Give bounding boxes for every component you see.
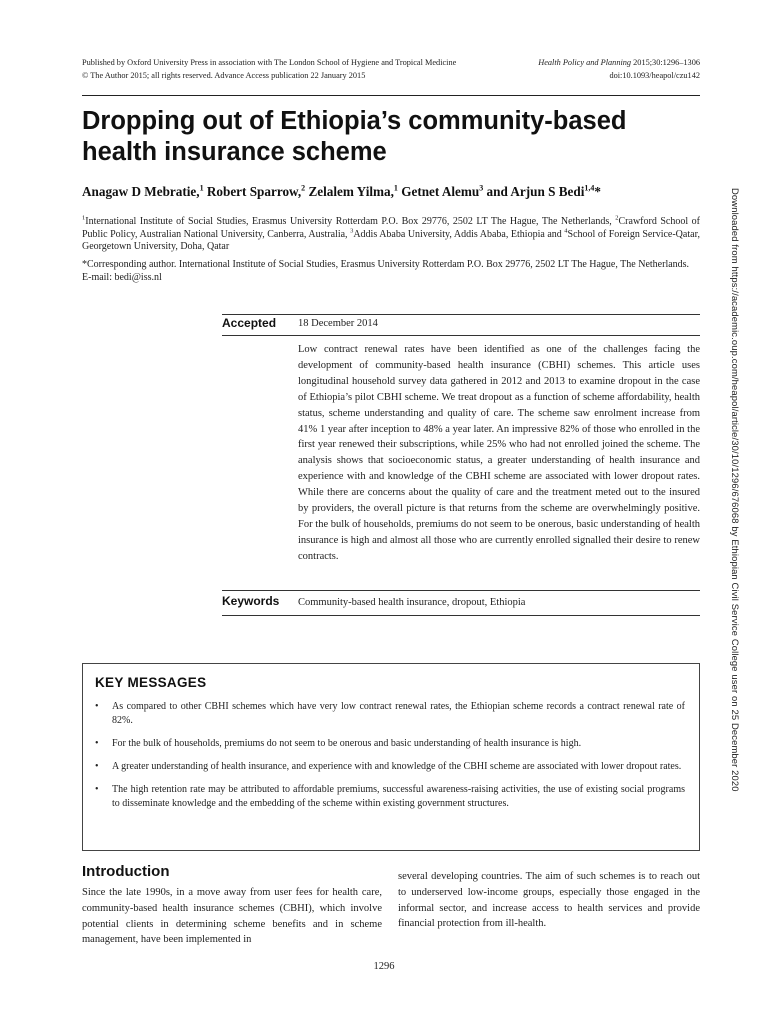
accepted-date: 18 December 2014 [298, 318, 378, 329]
key-message-text: The high retention rate may be attributed to affordable premiums, successful awareness-raising activities, the use of existing social programs to disseminate knowledge and the embedding of the scheme within existing government structures. [112, 784, 685, 809]
affiliation-text: Addis Ababa University, Addis Ababa, Ethiopia and [353, 228, 565, 240]
doi-link[interactable]: doi:10.1093/heapol/czu142 [609, 71, 700, 80]
journal-citation [538, 56, 700, 69]
affiliation-number: 3 [350, 227, 354, 235]
key-messages-list [95, 700, 685, 820]
author-affiliation-mark: 1 [393, 183, 398, 193]
key-message-text: A greater understanding of health insurance, and experience with and knowledge of the CBHI scheme are associated with lower dropout rates. [112, 761, 682, 772]
key-message-text: For the bulk of households, premiums do not seem to be onerous and basic understanding of health insurance is high. [112, 738, 582, 749]
abstract-divider [222, 335, 700, 336]
list-item [95, 783, 685, 811]
author-name: Anagaw D Mebratie, [82, 184, 200, 199]
page-number: 1296 [373, 961, 395, 972]
author-name: Zelalem Yilma, [308, 184, 394, 199]
article-title: Dropping out of Ethiopia’s community-based health insurance scheme [82, 107, 627, 166]
keywords-label: Keywords [222, 594, 280, 608]
affiliation-text: International Institute of Social Studies, Erasmus University Rotterdam P.O. Box 29776, 2502 LT The Hague, The Netherlands, [85, 216, 616, 227]
corresponding-author-note: *Corresponding author. International Institute of Social Studies, Erasmus University Rotterdam P.O. Box 29776, 2502 LT The Hague, The Netherlands. E-mail: bedi@iss.nl [82, 259, 690, 283]
affiliations [82, 216, 700, 254]
keywords-text: Community-based health insurance, dropout, Ethiopia [298, 597, 526, 608]
author-name: and Arjun S Bedi [486, 184, 585, 199]
header-divider [82, 95, 700, 96]
abstract-text: Low contract renewal rates have been identified as one of the challenges facing the development of community-based health insurance (CBHI) schemes. This article uses longitudinal household survey data gathered in 2012 and 2013 to examine dropout in the case of Ethiopia’s pilot CBHI scheme. We treat dropout as a function of scheme affordability, health status, scheme understanding and quality of care. The scheme saw enrolment increase from 41% 1 year after inception to 48% a year later. An impressive 82% of those who enrolled in the first year renewed their subscriptions, while 25% who had not enrolled joined the scheme. The analysis shows that socioeconomic status, a greater understanding of health insurance and experience with and knowledge of the CBHI scheme are associated with lower dropout rates. While there are concerns about the quality of care and the treatment meted out to the insured by providers, the overall picture is that returns from the scheme are overwhelmingly positive. For the bulk of households, premiums do not seem to be onerous, basic understanding of health insurance is high and almost all those who are currently enrolled signalled their desire to renew contracts. [298, 344, 700, 562]
affiliation-number: 1 [82, 214, 86, 222]
affiliation-number: 4 [564, 227, 568, 235]
list-item [95, 737, 685, 751]
affiliation-text: School of Foreign Service-Qatar, Georgetown University, Doha, Qatar [82, 228, 700, 252]
abstract-divider [222, 590, 700, 591]
list-item [95, 700, 685, 728]
bullet-icon: • [95, 738, 99, 749]
author-name: Getnet Alemu [401, 184, 480, 199]
key-message-text: As compared to other CBHI schemes which have very low contract renewal rates, the Ethiopian scheme records a contract renewal rate of 82%. [112, 701, 685, 726]
journal-volume-pages: 2015;30:1296–1306 [633, 58, 700, 67]
body-text-left-column: Since the late 1990s, in a move away from user fees for health care, community-based health insurance schemes (CBHI), which involve potential clients in determining scheme benefits and in scheme management, have been implemented in [82, 887, 382, 946]
author-affiliation-mark: 2 [301, 183, 306, 193]
author-affiliation-mark: 1 [199, 183, 204, 193]
affiliation-text: Crawford School of Public Policy, Australian National University, Canberra, Australia, [82, 216, 700, 240]
abstract-divider [222, 615, 700, 616]
accepted-label: Accepted [222, 316, 277, 330]
corresponding-author-mark: * [594, 184, 601, 199]
bullet-icon: • [95, 784, 99, 795]
affiliation-number: 2 [615, 214, 619, 222]
key-messages-title: KEY MESSAGES [95, 675, 207, 690]
author-affiliation-mark: 3 [479, 183, 484, 193]
author-affiliation-mark: 1,4 [584, 183, 595, 193]
section-heading-introduction: Introduction [82, 863, 170, 880]
journal-name: Health Policy and Planning [538, 58, 632, 67]
publisher-line: Published by Oxford University Press in association with The London School of Hygiene and Tropical Medicine [82, 58, 457, 67]
copyright-line: © The Author 2015; all rights reserved. Advance Access publication 22 January 2015 [82, 71, 366, 80]
author-name: Robert Sparrow, [206, 184, 302, 199]
bullet-icon: • [95, 761, 99, 772]
author-list [82, 183, 700, 201]
publication-header [82, 56, 700, 82]
body-text-right-column: several developing countries. The aim of such schemes is to reach out to underserved low-income groups, especially those engaged in the informal sector, and increase access to health services and provide financial protection from ill-health. [398, 871, 700, 930]
list-item [95, 760, 685, 774]
abstract-divider [222, 314, 700, 315]
download-watermark: Downloaded from https://academic.oup.com/heapol/article/30/10/1296/676068 by Ethiopian Civil Service College user on 25 December 2020 [730, 188, 741, 792]
bullet-icon: • [95, 701, 99, 712]
